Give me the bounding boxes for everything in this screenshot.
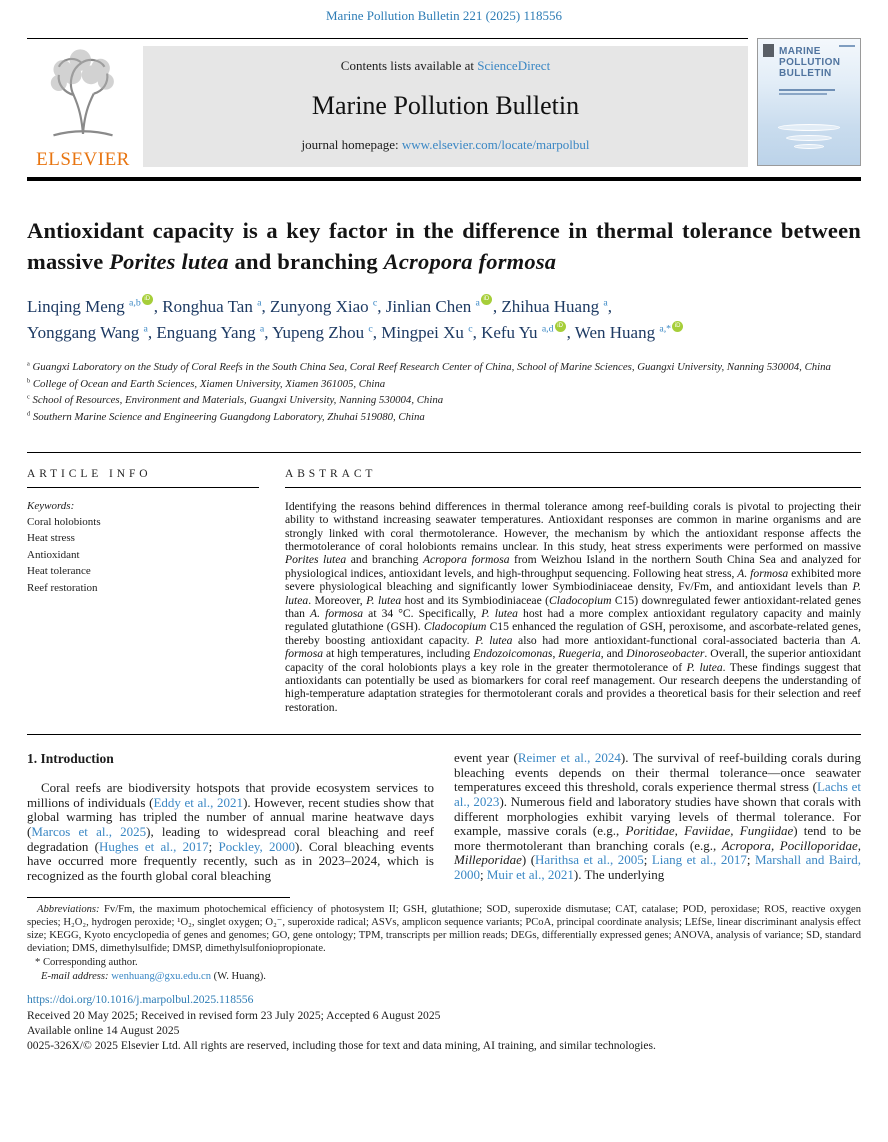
orcid-icon[interactable] [672,321,683,332]
author-affiliation-ref[interactable]: a,b [129,297,141,309]
abstract-text: Identifying the reasons behind differences in thermal tolerance among reef-building corals is pivotal to projecting their ability to withstand increasing seawater temperatures. Antioxidant responses are common in marine organisms and are strongly linked with coral thermotolerance. However, the mechanism by which the antioxidant response affects the thermotolerance of coral holobionts remains unclear. In this study, heat stress experiments were performed on massive Porites lutea and branching Acropora formosa from Weizhou Island in the northern South China Sea and analyzed for physiological indices, antioxidant levels, and high-throughput sequencing. Following heat stress, A. formosa exhibited more severe physiological bleaching and significantly lower Symbiodiniaceae density, Fv/Fm, and antioxidant levels than P. lutea. Moreover, P. lutea host and its Symbiodiniaceae (Cladocopium C15) downregulated fewer antioxidant-related genes than A. formosa at 34 °C. Specifically, P. lutea host had a more complex antioxidant regulatory capacity and mainly regulated glutathione (GSH). Cladocopium C15 enhanced the regulation of GSH, peroxisome, and ascorbate-related genes, thereby boosting antioxidant capacity. P. lutea also had more antioxidant-functional coral-associated bacteria than A. formosa at high temperatures, including Endozoicomonas, Ruegeria, and Dinoroseobacter. Overall, the superior antioxidant capacity of the coral holobionts plays a key role in the greater thermotolerance of P. lutea. These findings suggest that antioxidants can potentially be used as biomarkers for coral reef management. Our research deepens the understanding of high-temperature adaptation strategies for thermotolerant corals and provides a theoretical basis for their selection and reef restoration. [285,499,862,714]
cover-subtitle-bar [779,89,835,91]
citation-link[interactable]: Lachs et al., 2023 [454,779,861,809]
contents-prefix: Contents lists available at [340,58,478,73]
masthead-journal-title: Marine Pollution Bulletin [311,90,580,120]
divider-thick [27,177,861,181]
introduction-section [27,751,861,883]
author-affiliation-ref[interactable]: c [468,323,473,335]
affiliation-b: $^b$ College of Ocean and Earth Sciences, Xiamen University, Xiamen 361005, China [27,376,386,390]
citation-link[interactable]: Muir et al., 2021 [486,866,574,882]
author-affiliation-ref[interactable]: a [257,297,262,309]
divider [27,734,861,735]
citation-link[interactable]: Hughes et al., 2017 [98,838,209,854]
author-affiliation-ref[interactable]: a,* [659,323,672,335]
info-abstract-section [27,453,861,735]
received-dates: Received 20 May 2025; Received in revised form 23 July 2025; Accepted 6 August 2025 [27,1008,441,1022]
elsevier-tree-icon [42,48,124,147]
cover-wave-graphic [786,135,832,141]
author-affiliation-ref[interactable]: c [372,297,378,309]
cover-logo-icon [763,44,774,57]
author-affiliation-ref[interactable]: a [143,323,148,335]
keyword: Reef restoration [27,581,98,594]
affiliation-d: $^d$ Southern Marine Science and Engineering Guangdong Laboratory, Zhuhai 519080, China [27,410,425,423]
elsevier-wordmark: ELSEVIER [36,149,130,170]
cover-wave-graphic [778,124,840,131]
homepage-line [302,137,590,153]
intro-left-column [27,751,434,883]
footnote-divider [27,897,290,898]
cover-wave-graphic [794,144,824,149]
email-link[interactable]: wenhuang@gxu.edu.cn [111,971,212,983]
keyword: Heat tolerance [27,565,91,578]
article-title: Antioxidant capacity is a key factor in the difference in thermal tolerance between massive Porites lutea and branching Acropora formosa [27,218,861,275]
keyword: Antioxidant [27,548,80,561]
citation-link[interactable]: Pockley, 2000 [218,838,296,854]
abbreviations-footnote: Abbreviations: Fv/Fm, the maximum photochemical efficiency of photosystem II; GSH, glutathione; SOD, superoxide dismutase; CAT, catalase; POD, peroxidase; ROS, reactive oxygen species; H₂O₂, hydrogen peroxide; ¹O₂, singlet oxygen; O₂⁻, superoxide radical; ASVs, amplicon sequence variants; PCoA, principal coordinate analysis; LEfSe, linear discriminant analysis effect size; KEGG, Kyoto encyclopedia of genes and genomes; GO, gene ontology; TPM, transcripts per million reads; DEGs, differentially expressed genes; ANOVA, analysis of variance; SD, standard deviation; DMS, dimethylsulfide; DMSP, dimethylsulfoniopropionate. [27,904,861,955]
intro-paragraph-right: event year (Reimer et al., 2024). The survival of reef-building corals during bleaching events depends on their thermal tolerance—once seawater temperatures exceed this threshold, corals experience thermal stress (Lachs et al., 2023). Numerous field and laboratory studies have shown that corals with different morphologies exhibit varying levels of thermal tolerance. For example, massive corals (e.g., Poritidae, Faviidae, Fungiidae) tend to be more thermotolerant than branching corals (e.g., Acropora, Pocilloporidae, Milleporidae) (Harithsa et al., 2005; Liang et al., 2017; Marshall and Baird, 2000; Muir et al., 2021). The underlying [454,750,862,882]
author-affiliation-ref[interactable]: a [475,297,480,309]
divider [27,487,259,488]
journal-masthead [27,38,861,171]
corresponding-author-note: * Corresponding author. [35,957,138,969]
citation-link[interactable]: Marcos et al., 2025 [31,824,147,839]
available-online: Available online 14 August 2025 [27,1023,180,1037]
journal-cover-thumbnail[interactable] [757,38,861,166]
author-affiliation-ref[interactable]: a [259,323,265,335]
introduction-heading: 1. Introduction [27,751,114,767]
citation-link[interactable]: Eddy et al., 2021 [153,794,244,810]
citation-link[interactable]: Marshall and Baird, 2000 [454,852,861,882]
sciencedirect-link[interactable]: ScienceDirect [477,58,551,73]
article-info-heading: ARTICLE INFO [27,467,152,480]
author-affiliation-ref[interactable]: a [603,297,608,309]
contents-line [341,58,550,74]
intro-paragraph-left: Coral reefs are biodiversity hotspots that provide ecosystem services to millions of individuals (Eddy et al., 2021). However, recent studies show that global warming has tripled the number of annual marine heatwave days (Marcos et al., 2025), leading to widespread coral bleaching and reef degradation (Hughes et al., 2017; Pockley, 2000). Coral bleaching events have occurred more frequently recently, such as in 2023–2024, which is recognized as the fourth global coral bleaching [27,780,434,883]
elsevier-logo[interactable] [27,46,139,171]
affiliation-a: $^a$ Guangxi Laboratory on the Study of Coral Reefs in the South China Sea, Coral Reef Research Center of China, School of Marine Sciences, Guangxi University, Nanning 530004, China [27,360,831,373]
divider [285,487,861,488]
abstract-column [285,468,861,715]
article-footer [27,992,861,1053]
cover-subtitle-bar [779,93,827,95]
keyword: Heat stress [27,532,75,545]
keyword: Coral holobionts [27,515,101,528]
keywords-label: Keywords: [27,499,75,512]
masthead-center [143,46,748,167]
masthead-main [27,38,748,171]
doi-link[interactable]: https://doi.org/10.1016/j.marpolbul.2025.118556 [27,993,254,1007]
email-footnote: E-mail address: wenhuang@gxu.edu.cn (W. Huang). [41,971,266,983]
intro-right-column [454,751,861,883]
orcid-icon[interactable] [555,321,566,332]
abstract-heading: ABSTRACT [285,467,377,480]
citation-link[interactable]: Reimer et al., 2024 [517,750,621,766]
author-list: Linqing Meng $^{a,b}$ iD , Ronghua Tan $^a$, Zunyong Xiao $^c$, Jinlian Chen $^a$ iD , Zhihua Huang $^a$, Yonggang Wang $^a$, Enguang Yang $^a$, Yupeng Zhou $^c$, Mingpei Xu $^c$, Kefu Yu $^{a,d}$ iD , Wen Huang $^{a,*}$iD [27,294,861,347]
author-affiliation-ref[interactable]: a,d [541,323,554,335]
journal-reference[interactable]: Marine Pollution Bulletin 221 (2025) 118556 [325,8,563,23]
orcid-icon[interactable] [481,294,492,305]
article-info-column [27,468,259,715]
journal-homepage-link[interactable]: www.elsevier.com/locate/marpolbul [401,137,590,152]
affiliation-c: $^c$ School of Resources, Environment and Materials, Guangxi University, Nanning 530004, China [27,393,444,407]
cover-title: MARINE POLLUTION BULLETIN [779,46,841,80]
citation-link[interactable]: Liang et al., 2017 [651,852,747,868]
author-affiliation-ref[interactable]: c [368,323,373,335]
citation-link[interactable]: Harithsa et al., 2005 [535,852,644,868]
orcid-icon[interactable] [142,294,153,305]
homepage-prefix: journal homepage: [301,137,402,152]
affiliations [27,359,861,426]
copyright-line: 0025-326X/© 2025 Elsevier Ltd. All rights are reserved, including those for text and data mining, AI training, and similar technologies. [27,1039,656,1053]
